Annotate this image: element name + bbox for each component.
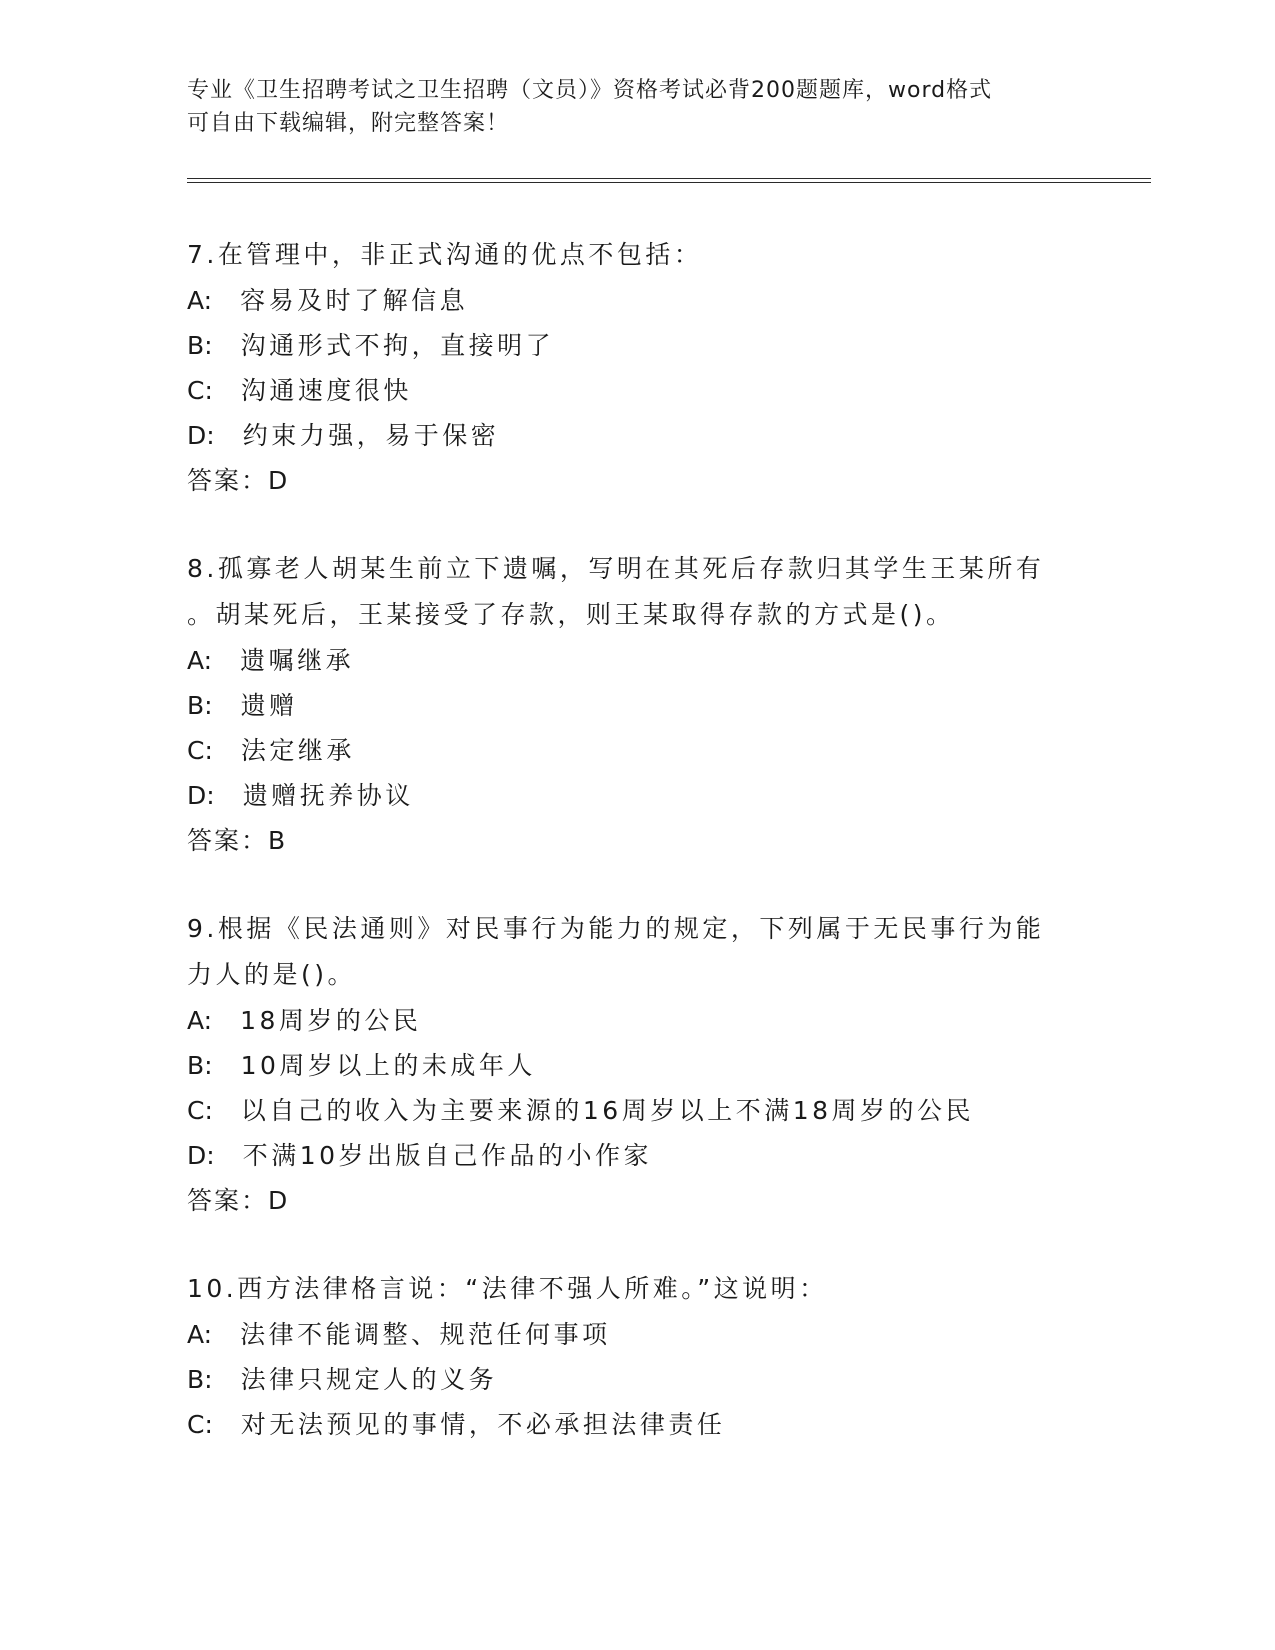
option-c: [187, 368, 1087, 413]
option-text: 10周岁以上的未成年人: [240, 1051, 536, 1080]
option-letter: C:: [187, 376, 213, 405]
option-d: [187, 1133, 1087, 1178]
option-text: 遗赠: [240, 691, 298, 720]
option-letter: D:: [187, 421, 215, 450]
option-c: [187, 728, 1087, 773]
option-b: [187, 1043, 1087, 1088]
option-text: 法律只规定人的义务: [240, 1365, 498, 1394]
question-10: [187, 1266, 1087, 1447]
option-text: 以自己的收入为主要来源的16周岁以上不满18周岁的公民: [240, 1096, 975, 1125]
answer-line: 答案：D: [187, 466, 290, 495]
option-text: 法律不能调整、规范任何事项: [240, 1320, 611, 1349]
option-letter: A:: [187, 646, 213, 675]
header-divider-bottom: [187, 182, 1151, 183]
answer-line: 答案：B: [187, 826, 288, 855]
option-letter: A:: [187, 1320, 213, 1349]
option-letter: C:: [187, 736, 213, 765]
option-text: 遗赠抚养协议: [242, 781, 414, 810]
option-text: 法定继承: [240, 736, 355, 765]
option-letter: C:: [187, 1410, 213, 1439]
option-text: 约束力强，易于保密: [242, 421, 500, 450]
option-letter: A:: [187, 286, 213, 315]
option-letter: B:: [187, 331, 213, 360]
header-line-1: 专业《卫生招聘考试之卫生招聘（文员）》资格考试必背200题题库，word格式: [187, 78, 993, 103]
option-text: 容易及时了解信息: [240, 286, 469, 315]
question-list: [187, 232, 1087, 1489]
option-text: 遗嘱继承: [240, 646, 355, 675]
question-text-line-2: 力人的是()。: [187, 960, 357, 989]
option-letter: D:: [187, 1141, 215, 1170]
option-letter: D:: [187, 781, 215, 810]
option-letter: B:: [187, 1365, 213, 1394]
question-text: 10.西方法律格言说：“法律不强人所难。”这说明：: [187, 1274, 828, 1303]
option-c: [187, 1402, 1087, 1447]
option-b: [187, 683, 1087, 728]
option-letter: B:: [187, 691, 213, 720]
option-a: [187, 998, 1087, 1043]
option-text: 对无法预见的事情，不必承担法律责任: [240, 1410, 726, 1439]
option-d: [187, 773, 1087, 818]
option-text: 沟通形式不拘，直接明了: [240, 331, 555, 360]
question-9: [187, 906, 1087, 1224]
option-b: [187, 1357, 1087, 1402]
option-letter: B:: [187, 1051, 213, 1080]
option-text: 18周岁的公民: [240, 1006, 422, 1035]
header-line-2: 可自由下载编辑，附完整答案！: [187, 111, 510, 136]
option-d: [187, 413, 1087, 458]
question-8: [187, 546, 1087, 864]
question-7: [187, 232, 1087, 504]
option-text: 不满10岁出版自己作品的小作家: [242, 1141, 653, 1170]
question-text-line-1: 9.根据《民法通则》对民事行为能力的规定，下列属于无民事行为能: [187, 914, 1045, 943]
option-a: [187, 638, 1087, 683]
option-text: 沟通速度很快: [240, 376, 412, 405]
question-text-line-2: 。胡某死后，王某接受了存款，则王某取得存款的方式是()。: [187, 600, 955, 629]
header-divider-top: [187, 178, 1151, 179]
option-letter: A:: [187, 1006, 213, 1035]
option-a: [187, 278, 1087, 323]
document-header: [187, 74, 1087, 140]
option-a: [187, 1312, 1087, 1357]
option-b: [187, 323, 1087, 368]
question-text-line-1: 8.孤寡老人胡某生前立下遗嘱，写明在其死后存款归其学生王某所有: [187, 554, 1045, 583]
answer-line: 答案：D: [187, 1186, 290, 1215]
option-c: [187, 1088, 1087, 1133]
question-text: 7.在管理中，非正式沟通的优点不包括：: [187, 240, 703, 269]
option-letter: C:: [187, 1096, 213, 1125]
